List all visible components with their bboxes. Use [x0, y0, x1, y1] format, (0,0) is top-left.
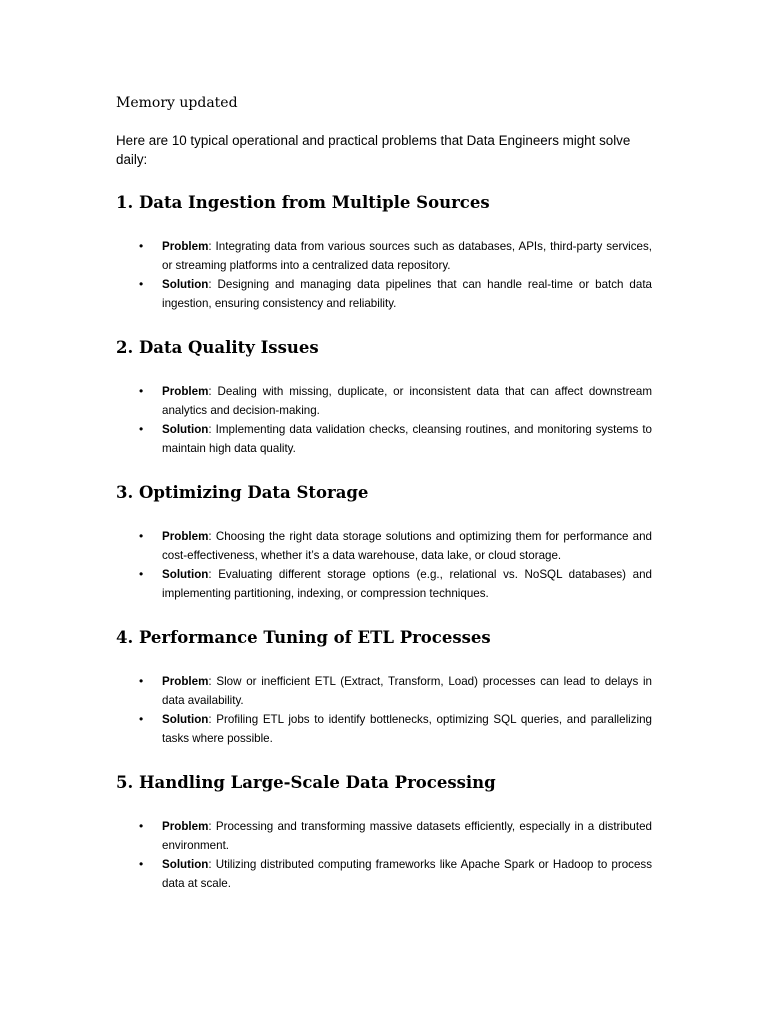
solution-text: : Designing and managing data pipelines that can handle real-time or batch data ingestion, ensuring consistency and reliability.: [162, 278, 652, 310]
problem-text: : Slow or inefficient ETL (Extract, Transform, Load) processes can lead to delays in data availability.: [162, 675, 652, 707]
problem-item: [139, 672, 652, 710]
section-heading-data-storage: 3. Optimizing Data Storage: [116, 483, 369, 502]
solution-label: Solution: [162, 713, 209, 726]
bullet-icon: •: [139, 819, 144, 833]
problem-label: Problem: [162, 820, 209, 833]
solution-text: : Implementing data validation checks, cleansing routines, and monitoring systems to maintain high data quality.: [162, 423, 652, 455]
section-list-data-ingestion: [116, 237, 652, 313]
solution-item: [139, 855, 652, 893]
problem-label: Problem: [162, 530, 209, 543]
section-heading-data-quality: 2. Data Quality Issues: [116, 338, 319, 357]
problem-label: Problem: [162, 240, 209, 253]
bullet-icon: •: [139, 567, 144, 581]
solution-text: : Utilizing distributed computing frameworks like Apache Spark or Hadoop to process data at scale.: [162, 858, 652, 890]
solution-text: : Evaluating different storage options (e.g., relational vs. NoSQL databases) and implementing partitioning, indexing, or compression techniques.: [162, 568, 652, 600]
solution-item: [139, 710, 652, 748]
section-list-etl-tuning: [116, 672, 652, 748]
problem-text: : Dealing with missing, duplicate, or inconsistent data that can affect downstream analytics and decision-making.: [162, 385, 652, 417]
section-heading-large-scale-processing: 5. Handling Large-Scale Data Processing: [116, 773, 496, 792]
solution-text: : Profiling ETL jobs to identify bottlenecks, optimizing SQL queries, and parallelizing tasks where possible.: [162, 713, 652, 745]
solution-label: Solution: [162, 568, 209, 581]
bullet-icon: •: [139, 857, 144, 871]
bullet-icon: •: [139, 674, 144, 688]
problem-item: [139, 237, 652, 275]
solution-item: [139, 420, 652, 458]
bullet-icon: •: [139, 422, 144, 436]
section-heading-data-ingestion: 1. Data Ingestion from Multiple Sources: [116, 193, 490, 212]
problem-item: [139, 382, 652, 420]
problem-label: Problem: [162, 385, 209, 398]
section-list-data-storage: [116, 527, 652, 603]
solution-label: Solution: [162, 423, 209, 436]
bullet-icon: •: [139, 239, 144, 253]
bullet-icon: •: [139, 529, 144, 543]
solution-label: Solution: [162, 278, 209, 291]
memory-updated-notice: Memory updated: [116, 95, 238, 111]
bullet-icon: •: [139, 384, 144, 398]
intro-paragraph: Here are 10 typical operational and practical problems that Data Engineers might solve daily:: [116, 133, 631, 167]
problem-text: : Integrating data from various sources such as databases, APIs, third-party services, or streaming platforms into a centralized data repository.: [162, 240, 652, 272]
section-list-data-quality: [116, 382, 652, 458]
solution-item: [139, 565, 652, 603]
problem-item: [139, 527, 652, 565]
bullet-icon: •: [139, 277, 144, 291]
section-list-large-scale-processing: [116, 817, 652, 893]
problem-label: Problem: [162, 675, 209, 688]
bullet-icon: •: [139, 712, 144, 726]
problem-text: : Processing and transforming massive datasets efficiently, especially in a distributed environment.: [162, 820, 652, 852]
problem-text: : Choosing the right data storage solutions and optimizing them for performance and cost-effectiveness, whether it’s a data warehouse, data lake, or cloud storage.: [162, 530, 652, 562]
solution-item: [139, 275, 652, 313]
solution-label: Solution: [162, 858, 209, 871]
section-heading-etl-tuning: 4. Performance Tuning of ETL Processes: [116, 628, 491, 647]
document-page: [116, 92, 652, 916]
problem-item: [139, 817, 652, 855]
